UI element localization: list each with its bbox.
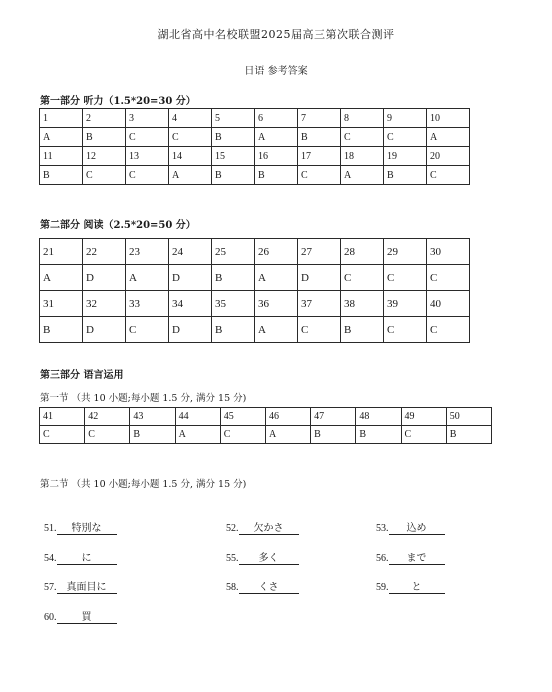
table-row — [40, 317, 470, 343]
question-number-cell: 26 — [255, 239, 298, 265]
question-number-cell: 48 — [356, 408, 401, 426]
answer-cell: D — [83, 265, 126, 291]
answer-cell: B — [341, 317, 384, 343]
table-row — [40, 239, 470, 265]
question-number-cell: 12 — [83, 147, 126, 166]
answer-cell: A — [255, 317, 298, 343]
question-number-cell: 28 — [341, 239, 384, 265]
fill-answer-54: 54. に — [44, 549, 117, 565]
table-row — [40, 426, 492, 444]
question-number-cell: 7 — [298, 109, 341, 128]
answer-cell: B — [40, 317, 83, 343]
question-number-cell: 38 — [341, 291, 384, 317]
question-number-cell: 29 — [384, 239, 427, 265]
answer-cell: D — [83, 317, 126, 343]
fill-answer-60: 60. 買 — [44, 608, 117, 624]
question-number-cell: 8 — [341, 109, 384, 128]
question-number-cell: 42 — [85, 408, 130, 426]
question-number-cell: 14 — [169, 147, 212, 166]
question-number-cell: 20 — [427, 147, 470, 166]
question-number-cell: 39 — [384, 291, 427, 317]
question-number-cell: 43 — [130, 408, 175, 426]
part2-heading: 第二部分 阅读（2.5*20=50 分） — [40, 220, 196, 231]
question-number-cell: 22 — [83, 239, 126, 265]
table-row — [40, 147, 470, 166]
answer-cell: C — [384, 317, 427, 343]
question-number-cell: 41 — [40, 408, 85, 426]
answer-cell: A — [265, 426, 310, 444]
answer-cell: A — [40, 265, 83, 291]
answer-cell: B — [356, 426, 401, 444]
answer-cell: A — [169, 166, 212, 185]
question-number-cell: 3 — [126, 109, 169, 128]
answer-cell: B — [83, 128, 126, 147]
question-number-cell: 40 — [427, 291, 470, 317]
part3-section1-heading: 第一节 （共 10 小题;每小题 1.5 分, 满分 15 分) — [40, 393, 247, 404]
answer-cell: C — [220, 426, 265, 444]
question-number-cell: 5 — [212, 109, 255, 128]
answer-cell: C — [341, 265, 384, 291]
table-row — [40, 265, 470, 291]
table-row — [40, 291, 470, 317]
table-row — [40, 408, 492, 426]
answer-cell: A — [40, 128, 83, 147]
answer-cell: B — [212, 166, 255, 185]
document-subtitle: 日语 参考答案 — [244, 66, 308, 77]
document-title: 湖北省高中名校联盟2025届高三第次联合测评 — [157, 28, 395, 41]
part3-heading: 第三部分 语言运用 — [40, 370, 124, 381]
answer-cell: B — [298, 128, 341, 147]
part2-answer-table — [39, 238, 470, 343]
question-number-cell: 21 — [40, 239, 83, 265]
question-number-cell: 32 — [83, 291, 126, 317]
fill-answer-58: 58. くさ — [226, 578, 299, 594]
fill-answer-51: 51. 特別な — [44, 519, 117, 535]
answer-cell: B — [384, 166, 427, 185]
answer-cell: A — [341, 166, 384, 185]
answer-cell: A — [126, 265, 169, 291]
answer-cell: C — [83, 166, 126, 185]
answer-cell: C — [341, 128, 384, 147]
answer-cell: B — [212, 317, 255, 343]
question-number-cell: 19 — [384, 147, 427, 166]
question-number-cell: 15 — [212, 147, 255, 166]
answer-cell: C — [126, 317, 169, 343]
question-number-cell: 34 — [169, 291, 212, 317]
table-row — [40, 109, 470, 128]
question-number-cell: 50 — [446, 408, 491, 426]
answer-cell: C — [298, 317, 341, 343]
answer-cell: B — [212, 128, 255, 147]
question-number-cell: 33 — [126, 291, 169, 317]
answer-cell: C — [384, 265, 427, 291]
part3-section1-answer-table — [39, 407, 492, 444]
question-number-cell: 23 — [126, 239, 169, 265]
answer-cell: B — [446, 426, 491, 444]
answer-cell: B — [40, 166, 83, 185]
question-number-cell: 30 — [427, 239, 470, 265]
question-number-cell: 49 — [401, 408, 446, 426]
question-number-cell: 10 — [427, 109, 470, 128]
answer-cell: B — [212, 265, 255, 291]
question-number-cell: 24 — [169, 239, 212, 265]
answer-cell: C — [384, 128, 427, 147]
question-number-cell: 4 — [169, 109, 212, 128]
answer-cell: A — [427, 128, 470, 147]
answer-cell: A — [255, 128, 298, 147]
question-number-cell: 11 — [40, 147, 83, 166]
question-number-cell: 6 — [255, 109, 298, 128]
answer-cell: C — [427, 317, 470, 343]
question-number-cell: 35 — [212, 291, 255, 317]
fill-answer-55: 55. 多く — [226, 549, 299, 565]
answer-cell: D — [169, 265, 212, 291]
question-number-cell: 27 — [298, 239, 341, 265]
question-number-cell: 16 — [255, 147, 298, 166]
answer-cell: C — [85, 426, 130, 444]
question-number-cell: 2 — [83, 109, 126, 128]
question-number-cell: 44 — [175, 408, 220, 426]
answer-cell: B — [130, 426, 175, 444]
fill-answer-56: 56. まで — [376, 549, 445, 565]
table-row — [40, 166, 470, 185]
question-number-cell: 45 — [220, 408, 265, 426]
question-number-cell: 13 — [126, 147, 169, 166]
answer-cell: C — [126, 166, 169, 185]
answer-cell: C — [169, 128, 212, 147]
question-number-cell: 1 — [40, 109, 83, 128]
answer-cell: C — [298, 166, 341, 185]
question-number-cell: 37 — [298, 291, 341, 317]
answer-cell: D — [298, 265, 341, 291]
table-row — [40, 128, 470, 147]
part3-section2-heading: 第二节 （共 10 小题;每小题 1.5 分, 满分 15 分) — [40, 479, 247, 490]
question-number-cell: 9 — [384, 109, 427, 128]
question-number-cell: 46 — [265, 408, 310, 426]
fill-answer-59: 59. と — [376, 578, 445, 594]
fill-answer-57: 57. 真面目に — [44, 578, 117, 594]
fill-answer-53: 53. 込め — [376, 519, 445, 535]
answer-cell: C — [427, 166, 470, 185]
question-number-cell: 47 — [311, 408, 356, 426]
answer-cell: A — [255, 265, 298, 291]
answer-cell: C — [427, 265, 470, 291]
part1-heading: 第一部分 听力（1.5*20=30 分） — [40, 96, 196, 107]
answer-cell: B — [255, 166, 298, 185]
answer-cell: D — [169, 317, 212, 343]
fill-answer-52: 52. 欠かさ — [226, 519, 299, 535]
question-number-cell: 25 — [212, 239, 255, 265]
answer-cell: B — [311, 426, 356, 444]
question-number-cell: 18 — [341, 147, 384, 166]
answer-cell: C — [401, 426, 446, 444]
question-number-cell: 36 — [255, 291, 298, 317]
answer-cell: A — [175, 426, 220, 444]
answer-cell: C — [40, 426, 85, 444]
answer-cell: C — [126, 128, 169, 147]
question-number-cell: 31 — [40, 291, 83, 317]
part1-answer-table — [39, 108, 470, 185]
question-number-cell: 17 — [298, 147, 341, 166]
